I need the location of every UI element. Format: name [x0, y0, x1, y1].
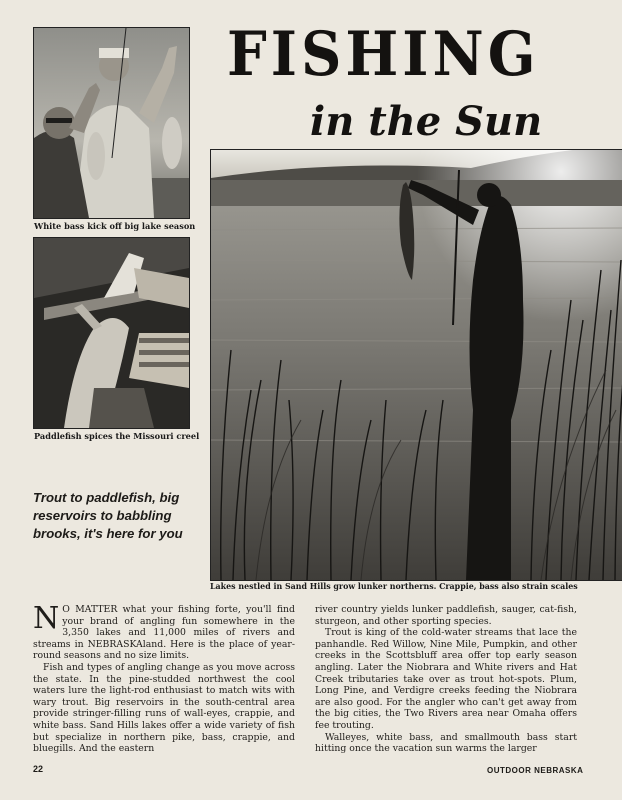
- article-column-1: [33, 601, 295, 755]
- sand-hills-lake-photo: [210, 149, 622, 581]
- paddlefish-photo: [33, 237, 190, 429]
- article-title: FISHING: [227, 18, 540, 91]
- article-paragraph: Walleyes, white bass, and smallmouth bass start hitting once the vacation sun warms the larger: [315, 731, 577, 755]
- photo-caption: Paddlefish spices the Missouri creel: [34, 431, 200, 441]
- magazine-name: OUTDOOR NEBRASKA: [487, 766, 584, 775]
- article-paragraph: Fish and types of angling change as you move across the state. In the pine-studded northwest the cool waters lure the light-rod enthusiast to match wits with wary trout. Big reservoirs in the south-central area provide stringer-filling runs of wall-eyes, crappie, and white bass. Sand Hills lakes offer a wide variety of fish but specialize in northern pike, bass, crappie, and bluegills. And the eastern: [33, 661, 295, 755]
- article-subhead: Trout to paddlefish, big reservoirs to babbling brooks, it's here for you: [33, 490, 183, 541]
- article-title-script: in the Sun: [310, 98, 543, 145]
- photo-caption: White bass kick off big lake season: [34, 221, 196, 231]
- sand-hills-lake-image: [211, 150, 622, 580]
- article-paragraph: Trout is king of the cold-water streams that lace the panhandle. Red Willow, Nine Mile, Pumpkin, and other creeks in the Scottsbluff area offer top early season angling. Later the Niobrara and White rivers and Hat Creek tributaries take over as trout hot-spots. Plum, Long Pine, and Verdigre creeks feeding the Niobrara are also good. For the angler who can't get away from the big cities, the Two Rivers area near Omaha offers fee trouting.: [315, 627, 577, 731]
- drop-cap: N: [33, 601, 60, 636]
- page-number: 22: [33, 764, 44, 774]
- white-bass-photo: [33, 27, 190, 219]
- white-bass-photo-image: [34, 28, 189, 218]
- article-column-2: [315, 604, 577, 755]
- photo-caption: Lakes nestled in Sand Hills grow lunker northerns. Crappie, bass also strain scales: [210, 582, 578, 591]
- article-paragraph: river country yields lunker paddlefish, sauger, cat-fish, sturgeon, and other sporting species.: [315, 604, 577, 627]
- article-paragraph: N O MATTER what your fishing forte, you'll find your brand of angling fun somewhere in the 3,350 lakes and 11,000 miles of rivers and streams in NEBRASKAland. Here is the place of year-round seasons and no size limits.: [33, 601, 295, 662]
- paddlefish-photo-image: [34, 238, 189, 428]
